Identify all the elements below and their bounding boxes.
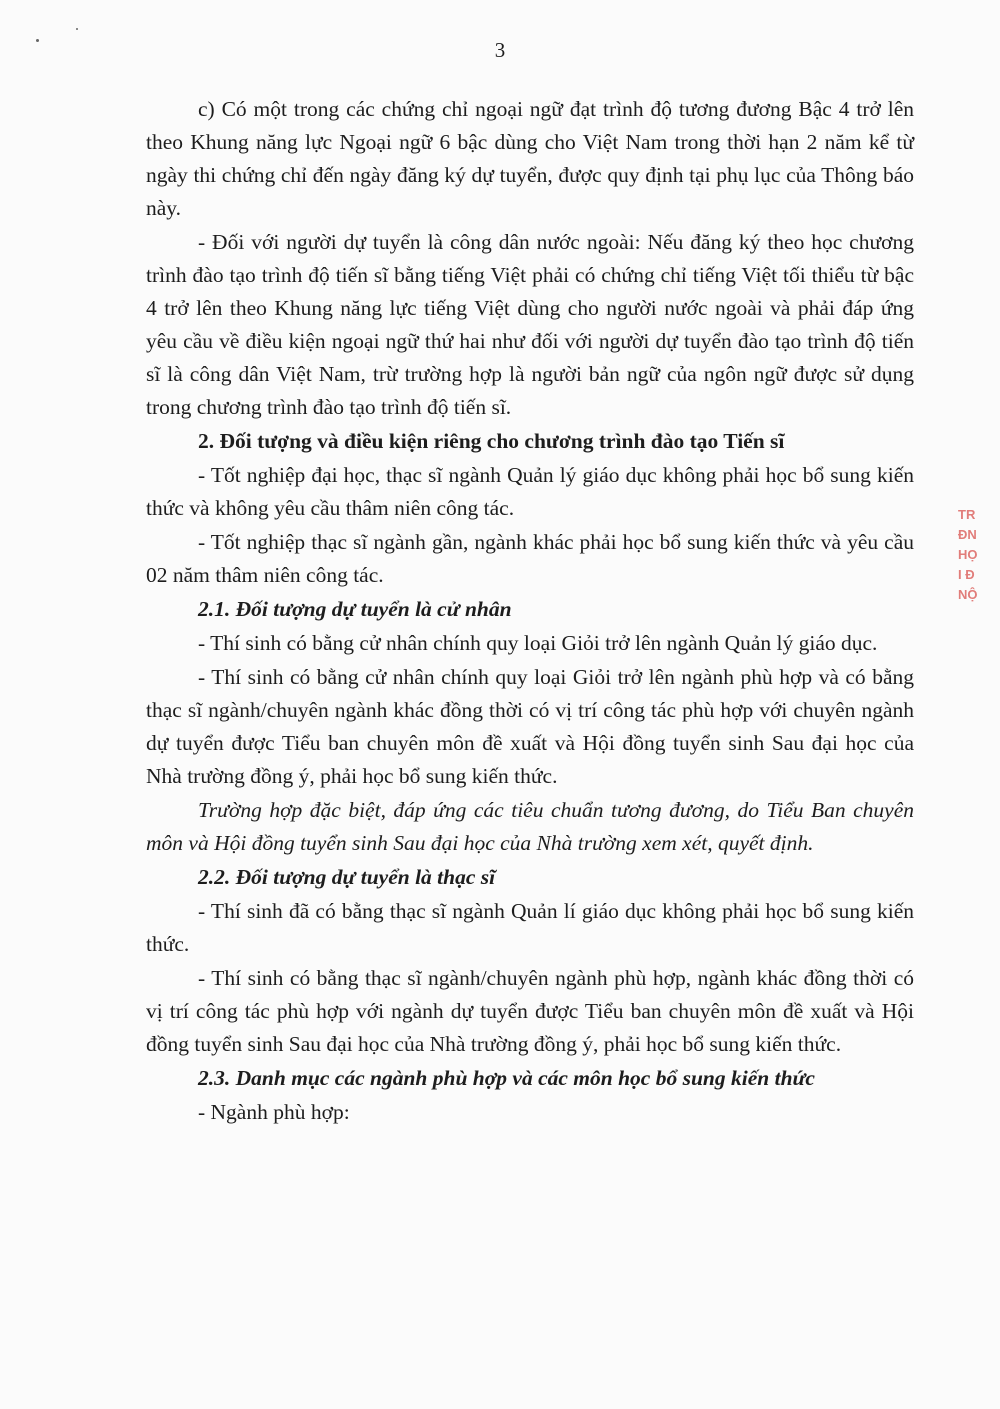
paragraph-graduate-related: - Tốt nghiệp thạc sĩ ngành gần, ngành khác phải học bổ sung kiến thức và yêu cầu 02 năm thâm niên công tác. [146,530,914,587]
paragraph-suitable-fields: - Ngành phù hợp: [198,1100,350,1124]
paragraph-master-qlgd: - Thí sinh đã có bằng thạc sĩ ngành Quản lí giáo dục không phải học bổ sung kiến thức. [146,899,914,956]
stamp-line: I Đ [958,567,975,582]
stamp-line: NỘ [958,587,978,602]
page-number: 3 [494,38,506,62]
paragraph-language-cert: c) Có một trong các chứng chỉ ngoại ngữ đạt trình độ tương đương Bậc 4 trở lên theo Khung năng lực Ngoại ngữ 6 bậc dùng cho Việt Nam trong thời hạn 2 năm kể từ ngày thi chứng chỉ đến ngày đăng ký dự tuyển, được quy định tại phụ lục của Thông báo này. [146,97,914,220]
stamp-line: TR [958,507,976,522]
paragraph-bachelor-related: - Thí sinh có bằng cử nhân chính quy loại Giỏi trở lên ngành phù hợp và có bằng thạc sĩ ngành/chuyên ngành khác đồng thời có vị trí công tác phù hợp với chuyên ngành dự tuyển được Tiểu ban chuyên môn đề xuất và Hội đồng tuyển sinh Sau đại học của Nhà trường đồng ý, phải học bổ sung kiến thức. [146,665,914,788]
subsection-heading-2-1: 2.1. Đối tượng dự tuyển là cử nhân [198,597,512,621]
section-heading-2: 2. Đối tượng và điều kiện riêng cho chương trình đào tạo Tiến sĩ [198,429,785,453]
paragraph-graduate-qlgd: - Tốt nghiệp đại học, thạc sĩ ngành Quản lý giáo dục không phải học bổ sung kiến thức và không yêu cầu thâm niên công tác. [146,463,914,520]
paragraph-bachelor-qlgd: - Thí sinh có bằng cử nhân chính quy loại Giỏi trở lên ngành Quản lý giáo dục. [198,631,878,655]
document-body [146,93,914,1130]
stamp-line: HỌ [958,547,978,562]
scan-speck [76,28,78,30]
subsection-heading-2-2: 2.2. Đối tượng dự tuyển là thạc sĩ [198,865,496,889]
stamp-line: ĐN [958,527,977,542]
paragraph-foreign-candidates: - Đối với người dự tuyển là công dân nước ngoài: Nếu đăng ký theo học chương trình đào tạo trình độ tiến sĩ bằng tiếng Việt phải có chứng chỉ tiếng Việt tối thiểu từ bậc 4 trở lên theo Khung năng lực tiếng Việt dùng cho người nước ngoài và phải đáp ứng yêu cầu về điều kiện ngoại ngữ thứ hai như đối với người dự tuyển đào tạo trình độ tiến sĩ là công dân Việt Nam, trừ trường hợp là người bản ngữ của ngôn ngữ được sử dụng trong chương trình đào tạo trình độ tiến sĩ. [146,230,914,419]
paragraph-special-case: Trường hợp đặc biệt, đáp ứng các tiêu chuẩn tương đương, do Tiểu Ban chuyên môn và Hội đồng tuyển sinh Sau đại học của Nhà trường xem xét, quyết định. [146,798,914,855]
subsection-heading-2-3: 2.3. Danh mục các ngành phù hợp và các môn học bổ sung kiến thức [198,1066,815,1090]
seal-stamp-fragment [958,505,994,605]
paragraph-master-related: - Thí sinh có bằng thạc sĩ ngành/chuyên ngành phù hợp, ngành khác đồng thời có vị trí công tác phù hợp với ngành dự tuyển được Tiểu ban chuyên môn đề xuất và Hội đồng tuyển sinh Sau đại học của Nhà trường đồng ý, phải học bổ sung kiến thức. [146,966,914,1056]
